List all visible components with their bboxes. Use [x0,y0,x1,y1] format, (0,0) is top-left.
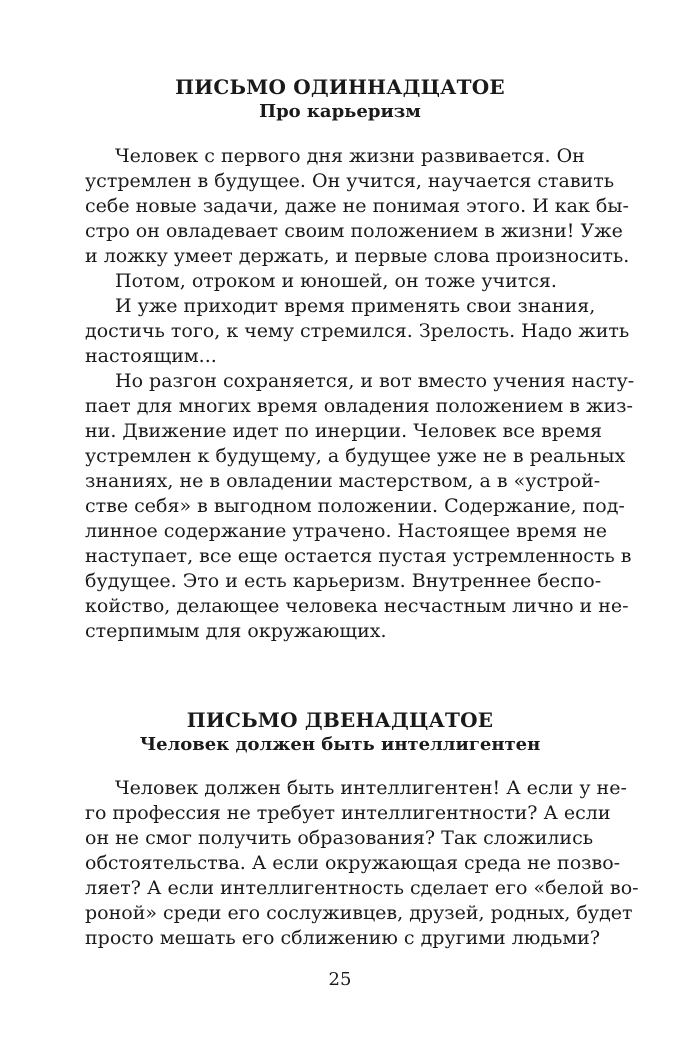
letter-11-subtitle: Про карьеризм [259,101,421,122]
body-line: будущее. Это и есть карьеризм. Внутреннее беспо- [85,570,602,592]
body-line: Человек должен быть интеллигентен! А если у не- [115,777,627,799]
page-number: 25 [328,969,352,990]
body-line: го профессия не требует интеллигентности? А если [85,802,611,824]
body-line: стве себя» в выгодном положении. Содержание, под- [85,495,625,517]
body-line: обстоятельства. А если окружающая среда не позво- [85,852,621,874]
body-line: Человек с первого дня жизни развивается. Он [115,145,585,167]
body-line: Потом, отроком и юношей, он тоже учится. [115,270,557,292]
body-line: ни. Движение идет по инерции. Человек все время [85,420,602,442]
body-line: Но разгон сохраняется, и вот вместо учения насту- [115,370,635,392]
body-line: знаниях, не в овладении мастерством, а в «устрой- [85,470,601,492]
letter-12-subtitle: Человек должен быть интеллигентен [139,734,541,755]
body-line: наступает, все еще остается пустая устремленность в [85,545,632,567]
body-line: ляет? А если интеллигентность сделает его «белой во- [85,877,639,899]
body-line: он не смог получить образования? Так сложились [85,827,594,849]
letter-11-title: ПИСЬМО ОДИННАДЦАТОЕ [175,75,505,99]
body-line: себе новые задачи, даже не понимая этого. И как бы- [85,195,629,217]
body-line: устремлен в будущее. Он учится, научается ставить [85,170,615,192]
body-line: устремлен к будущему, а будущее уже не в реальных [85,445,626,467]
body-line: роной» среди его сослуживцев, друзей, родных, будет [85,902,633,924]
body-line: линное содержание утрачено. Настоящее время не [85,520,608,542]
body-line: пает для многих время овладения положением в жиз- [85,395,633,417]
body-line: настоящим... [85,345,217,367]
body-line: стро он овладевает своим положением в жизни! Уже [85,220,623,242]
body-line: и ложку умеет держать, и первые слова произносить. [85,245,630,267]
body-line: стерпимым для окружающих. [85,620,387,642]
body-line: достичь того, к чему стремился. Зрелость. Надо жить [85,320,630,342]
body-line: койство, делающее человека несчастным лично и не- [85,595,629,617]
body-line: И уже приходит время применять свои знания, [115,295,596,317]
body-line: просто мешать его сближению с другими людьми? [85,927,601,949]
letter-12-title: ПИСЬМО ДВЕНАДЦАТОЕ [186,708,494,732]
